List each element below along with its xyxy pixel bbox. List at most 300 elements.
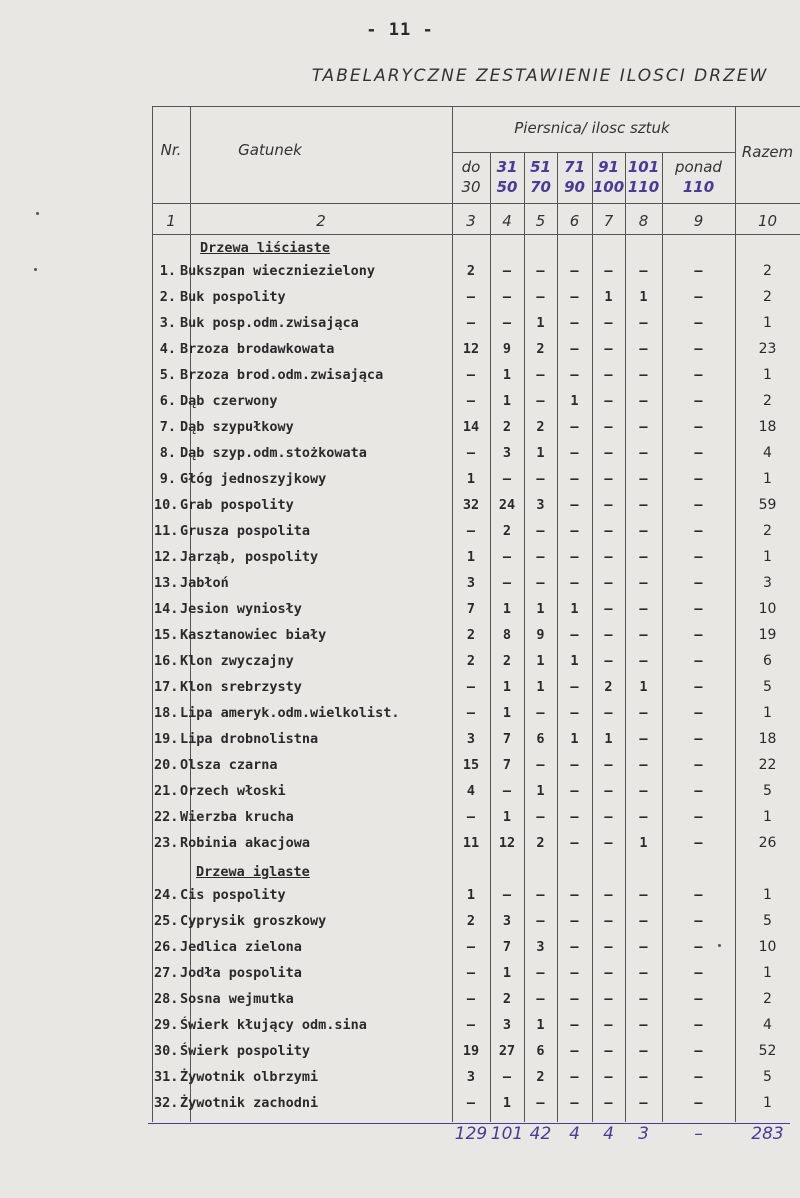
count-cell: – [466, 393, 476, 409]
column-number: 10 [757, 212, 778, 230]
count-cell: – [570, 835, 579, 851]
species-name: Wierzba krucha [180, 809, 294, 825]
count-cell: – [570, 809, 579, 825]
count-cell: – [570, 913, 579, 929]
count-cell: – [604, 1069, 613, 1085]
count-cell: 1 [502, 679, 512, 695]
row-number: 18. [154, 705, 179, 721]
count-cell: 9 [536, 627, 545, 643]
count-cell: 12 [498, 835, 516, 851]
count-cell: – [570, 1043, 579, 1059]
count-cell: – [570, 783, 579, 799]
count-cell: 1 [502, 965, 512, 981]
count-cell: – [570, 341, 579, 357]
range-header-bottom: 70 [530, 178, 551, 196]
row-total: 1 [763, 1095, 772, 1111]
count-cell: – [466, 809, 476, 825]
count-cell: – [694, 601, 703, 617]
count-cell: – [639, 419, 648, 435]
count-cell: – [604, 835, 613, 851]
header-gatunek: Gatunek [238, 141, 302, 159]
species-name: Jodła pospolita [180, 965, 302, 981]
count-cell: – [570, 497, 579, 513]
count-cell: 3 [466, 1069, 476, 1085]
row-total: 2 [763, 263, 772, 279]
row-total: 19 [758, 627, 777, 643]
count-cell: – [570, 445, 579, 461]
count-cell: – [570, 705, 579, 721]
row-number: 8. [159, 445, 176, 461]
count-cell: – [604, 653, 613, 669]
header-piersnica: Piersnica/ ilosc sztuk [514, 119, 670, 137]
species-name: Cyprysik groszkowy [180, 913, 327, 929]
count-cell: – [466, 367, 476, 383]
row-number: 27. [154, 965, 179, 981]
table-row [0, 988, 800, 1014]
count-cell: – [536, 367, 545, 383]
count-cell: 3 [502, 445, 512, 461]
count-cell: 9 [502, 341, 512, 357]
row-number: 6. [159, 393, 176, 409]
count-cell: – [694, 939, 703, 955]
row-total: 1 [763, 809, 772, 825]
count-cell: 14 [462, 419, 480, 435]
column-number: 2 [316, 212, 326, 230]
row-number: 31. [154, 1069, 179, 1085]
count-cell: – [536, 757, 545, 773]
count-cell: – [639, 601, 648, 617]
count-cell: 7 [502, 939, 512, 955]
count-cell: – [536, 263, 545, 279]
count-cell: – [536, 887, 545, 903]
count-cell: – [639, 575, 648, 591]
count-cell: – [694, 497, 703, 513]
column-total: 129 [454, 1124, 488, 1144]
section-deciduous: Drzewa liściaste [200, 240, 331, 256]
grid-line [452, 152, 735, 153]
count-cell: 1 [536, 1017, 545, 1033]
column-number: 5 [535, 212, 546, 230]
count-cell: 1 [466, 549, 476, 565]
count-cell: – [604, 341, 613, 357]
count-cell: – [536, 393, 545, 409]
count-cell: – [466, 1017, 476, 1033]
header-razem: Razem [741, 143, 794, 161]
count-cell: – [604, 1017, 613, 1033]
column-number: 9 [693, 212, 704, 230]
count-cell: – [604, 783, 613, 799]
count-cell: 1 [639, 289, 648, 305]
row-total: 59 [758, 497, 777, 513]
table-row [0, 1040, 800, 1066]
species-name: Olsza czarna [180, 757, 278, 773]
table-row [0, 572, 800, 598]
count-cell: 1 [570, 393, 579, 409]
count-cell: – [570, 679, 579, 695]
count-cell: 11 [462, 835, 480, 851]
row-number: 14. [154, 601, 179, 617]
row-number: 17. [154, 679, 179, 695]
count-cell: 1 [536, 315, 545, 331]
range-header-bottom: 110 [682, 178, 715, 196]
species-name: Orzech włoski [180, 783, 286, 799]
species-name: Buk posp.odm.zwisająca [180, 315, 359, 331]
species-name: Dąb szypułkowy [180, 419, 294, 435]
count-cell: – [604, 1043, 613, 1059]
grand-total: 283 [751, 1124, 784, 1144]
count-cell: 2 [466, 653, 476, 669]
count-cell: – [639, 991, 648, 1007]
count-cell: – [694, 757, 703, 773]
count-cell: – [694, 913, 703, 929]
count-cell: – [570, 627, 579, 643]
count-cell: – [694, 471, 703, 487]
species-name: Brzoza brodawkowata [180, 341, 335, 357]
species-name: Grusza pospolita [180, 523, 311, 539]
row-number: 3. [159, 315, 176, 331]
table-row [0, 390, 800, 416]
table-row [0, 780, 800, 806]
count-cell: – [694, 1043, 703, 1059]
table-row [0, 910, 800, 936]
column-total: 3 [638, 1124, 649, 1144]
row-number: 30. [154, 1043, 179, 1059]
count-cell: 2 [466, 263, 476, 279]
count-cell: – [570, 1017, 579, 1033]
count-cell: 1 [502, 1095, 512, 1111]
table-row [0, 1092, 800, 1118]
count-cell: 3 [466, 731, 476, 747]
table-row [0, 754, 800, 780]
column-number: 8 [638, 212, 649, 230]
margin-mark [36, 212, 39, 215]
count-cell: – [639, 705, 648, 721]
species-name: Brzoza brod.odm.zwisająca [180, 367, 384, 383]
row-total: 1 [763, 887, 772, 903]
species-name: Buk pospolity [180, 289, 286, 305]
count-cell: 1 [639, 679, 648, 695]
species-name: Jarząb, pospolity [180, 549, 319, 565]
table-row [0, 728, 800, 754]
count-cell: – [570, 965, 579, 981]
table-row [0, 806, 800, 832]
row-number: 4. [159, 341, 176, 357]
row-number: 28. [154, 991, 179, 1007]
table-row [0, 442, 800, 468]
row-total: 5 [763, 679, 772, 695]
count-cell: 2 [536, 419, 545, 435]
range-header-bottom: 90 [564, 178, 585, 196]
row-number: 7. [159, 419, 176, 435]
row-number: 11. [154, 523, 179, 539]
grid-line [152, 234, 800, 235]
table-row [0, 546, 800, 572]
count-cell: – [694, 289, 703, 305]
count-cell: – [502, 887, 512, 903]
count-cell: 2 [536, 835, 545, 851]
table-row [0, 650, 800, 676]
count-cell: – [502, 549, 512, 565]
count-cell: – [536, 289, 545, 305]
row-total: 10 [758, 939, 777, 955]
count-cell: – [639, 757, 648, 773]
column-number: 4 [502, 212, 512, 230]
count-cell: – [639, 965, 648, 981]
count-cell: 32 [462, 497, 480, 513]
count-cell: 1 [570, 653, 579, 669]
table-row [0, 962, 800, 988]
margin-mark [718, 944, 721, 947]
count-cell: 1 [466, 471, 476, 487]
range-header-top: 91 [598, 158, 619, 176]
count-cell: – [604, 809, 613, 825]
row-number: 16. [154, 653, 179, 669]
count-cell: – [466, 523, 476, 539]
column-total: 42 [529, 1124, 552, 1144]
species-name: Klon srebrzysty [180, 679, 302, 695]
species-name: Dąb szyp.odm.stożkowata [180, 445, 367, 461]
count-cell: – [466, 445, 476, 461]
count-cell: – [694, 419, 703, 435]
count-cell: – [694, 445, 703, 461]
row-number: 13. [154, 575, 179, 591]
column-total: – [694, 1124, 703, 1144]
count-cell: – [502, 471, 512, 487]
row-number: 26. [154, 939, 179, 955]
column-number: 6 [569, 212, 580, 230]
table-row [0, 494, 800, 520]
count-cell: – [694, 731, 703, 747]
count-cell: – [502, 263, 512, 279]
table-row [0, 416, 800, 442]
count-cell: – [536, 705, 545, 721]
count-cell: – [639, 783, 648, 799]
row-total: 22 [758, 757, 777, 773]
species-name: Lipa ameryk.odm.wielkolist. [180, 705, 400, 721]
row-number: 21. [154, 783, 179, 799]
row-number: 10. [154, 497, 179, 513]
count-cell: – [570, 471, 579, 487]
count-cell: – [639, 653, 648, 669]
row-total: 4 [763, 445, 772, 461]
column-total: 4 [603, 1124, 614, 1144]
count-cell: 2 [536, 341, 545, 357]
count-cell: – [466, 705, 476, 721]
row-number: 32. [154, 1095, 179, 1111]
row-total: 6 [763, 653, 772, 669]
count-cell: 24 [498, 497, 516, 513]
count-cell: – [466, 315, 476, 331]
column-number: 3 [466, 212, 476, 230]
count-cell: – [694, 835, 703, 851]
row-number: 25. [154, 913, 179, 929]
count-cell: – [639, 939, 648, 955]
count-cell: – [570, 367, 579, 383]
row-number: 24. [154, 887, 179, 903]
table-row [0, 468, 800, 494]
table-row [0, 286, 800, 312]
count-cell: – [604, 913, 613, 929]
count-cell: – [536, 471, 545, 487]
row-total: 5 [763, 913, 772, 929]
count-cell: 1 [502, 393, 512, 409]
document-title: TABELARYCZNE ZESTAWIENIE ILOSCI DRZEW [311, 66, 769, 86]
count-cell: 7 [502, 731, 512, 747]
range-header-top: 51 [530, 158, 551, 176]
count-cell: 1 [536, 445, 545, 461]
count-cell: – [604, 471, 613, 487]
count-cell: 6 [536, 731, 545, 747]
table-row [0, 312, 800, 338]
count-cell: – [694, 991, 703, 1007]
count-cell: – [502, 315, 512, 331]
row-total: 4 [763, 1017, 772, 1033]
count-cell: 27 [498, 1043, 516, 1059]
row-number: 12. [154, 549, 179, 565]
count-cell: – [639, 1017, 648, 1033]
row-total: 18 [758, 731, 777, 747]
count-cell: – [536, 575, 545, 591]
row-total: 2 [763, 289, 772, 305]
count-cell: – [604, 523, 613, 539]
count-cell: – [694, 341, 703, 357]
species-name: Świerk kłujący odm.sina [180, 1017, 367, 1033]
count-cell: 3 [536, 939, 545, 955]
count-cell: 1 [570, 601, 579, 617]
count-cell: – [639, 471, 648, 487]
page-number: - 11 - [366, 20, 434, 40]
count-cell: – [536, 549, 545, 565]
count-cell: – [604, 965, 613, 981]
count-cell: – [639, 809, 648, 825]
count-cell: – [604, 575, 613, 591]
table-row [0, 624, 800, 650]
count-cell: – [570, 1069, 579, 1085]
species-name: Żywotnik zachodni [180, 1095, 319, 1111]
row-total: 1 [763, 965, 772, 981]
count-cell: 1 [536, 653, 545, 669]
count-cell: – [604, 497, 613, 513]
count-cell: 1 [502, 601, 512, 617]
row-number: 15. [154, 627, 179, 643]
species-name: Robinia akacjowa [180, 835, 311, 851]
species-name: Kasztanowiec biały [180, 627, 327, 643]
table-row [0, 260, 800, 286]
count-cell: – [536, 965, 545, 981]
count-cell: – [502, 783, 512, 799]
count-cell: – [570, 887, 579, 903]
margin-mark [34, 268, 37, 271]
count-cell: 2 [502, 523, 512, 539]
count-cell: – [570, 289, 579, 305]
count-cell: – [466, 679, 476, 695]
range-header-top: ponad [675, 158, 722, 176]
species-name: Żywotnik olbrzymi [180, 1069, 319, 1085]
row-total: 1 [763, 367, 772, 383]
table-row [0, 520, 800, 546]
table-row [0, 598, 800, 624]
table-row [0, 702, 800, 728]
count-cell: – [604, 1095, 613, 1111]
count-cell: – [536, 913, 545, 929]
count-cell: – [694, 705, 703, 721]
count-cell: – [570, 991, 579, 1007]
count-cell: – [604, 757, 613, 773]
count-cell: 2 [502, 419, 512, 435]
count-cell: 2 [466, 913, 476, 929]
count-cell: 1 [570, 731, 579, 747]
section-coniferous: Drzewa iglaste [196, 864, 310, 880]
count-cell: – [466, 965, 476, 981]
count-cell: – [639, 1043, 648, 1059]
count-cell: – [639, 627, 648, 643]
count-cell: – [502, 289, 512, 305]
column-total: 4 [569, 1124, 580, 1144]
row-total: 23 [758, 341, 777, 357]
table-row [0, 832, 800, 858]
count-cell: – [639, 731, 648, 747]
row-number: 2. [159, 289, 176, 305]
row-total: 2 [763, 393, 772, 409]
row-number: 1. [159, 263, 176, 279]
count-cell: – [570, 575, 579, 591]
count-cell: – [639, 367, 648, 383]
range-header-top: 71 [564, 158, 585, 176]
count-cell: – [639, 1069, 648, 1085]
count-cell: 2 [604, 679, 613, 695]
count-cell: 7 [502, 757, 512, 773]
count-cell: – [536, 1095, 545, 1111]
count-cell: – [570, 549, 579, 565]
count-cell: – [694, 367, 703, 383]
count-cell: 1 [536, 783, 545, 799]
count-cell: – [639, 887, 648, 903]
count-cell: – [536, 523, 545, 539]
count-cell: – [604, 419, 613, 435]
row-number: 23. [154, 835, 179, 851]
count-cell: – [604, 315, 613, 331]
count-cell: – [694, 965, 703, 981]
count-cell: – [466, 1095, 476, 1111]
species-name: Lipa drobnolistna [180, 731, 319, 747]
species-name: Grab pospolity [180, 497, 294, 513]
table-row [0, 364, 800, 390]
count-cell: 4 [466, 783, 476, 799]
row-total: 26 [758, 835, 777, 851]
count-cell: – [639, 341, 648, 357]
count-cell: – [604, 991, 613, 1007]
count-cell: 1 [604, 289, 613, 305]
count-cell: – [694, 783, 703, 799]
grid-line [152, 106, 800, 107]
species-name: Klon zwyczajny [180, 653, 294, 669]
count-cell: 1 [604, 731, 613, 747]
header-nr: Nr. [160, 141, 182, 159]
count-cell: – [639, 393, 648, 409]
count-cell: 7 [466, 601, 476, 617]
count-cell: – [694, 809, 703, 825]
count-cell: – [466, 991, 476, 1007]
row-total: 18 [758, 419, 777, 435]
count-cell: – [694, 1017, 703, 1033]
species-name: Jesion wyniosły [180, 601, 302, 617]
count-cell: – [604, 393, 613, 409]
count-cell: 8 [502, 627, 512, 643]
range-header-top: 101 [627, 158, 660, 176]
range-header-bottom: 110 [627, 178, 660, 196]
table-row [0, 936, 800, 962]
count-cell: 3 [466, 575, 476, 591]
